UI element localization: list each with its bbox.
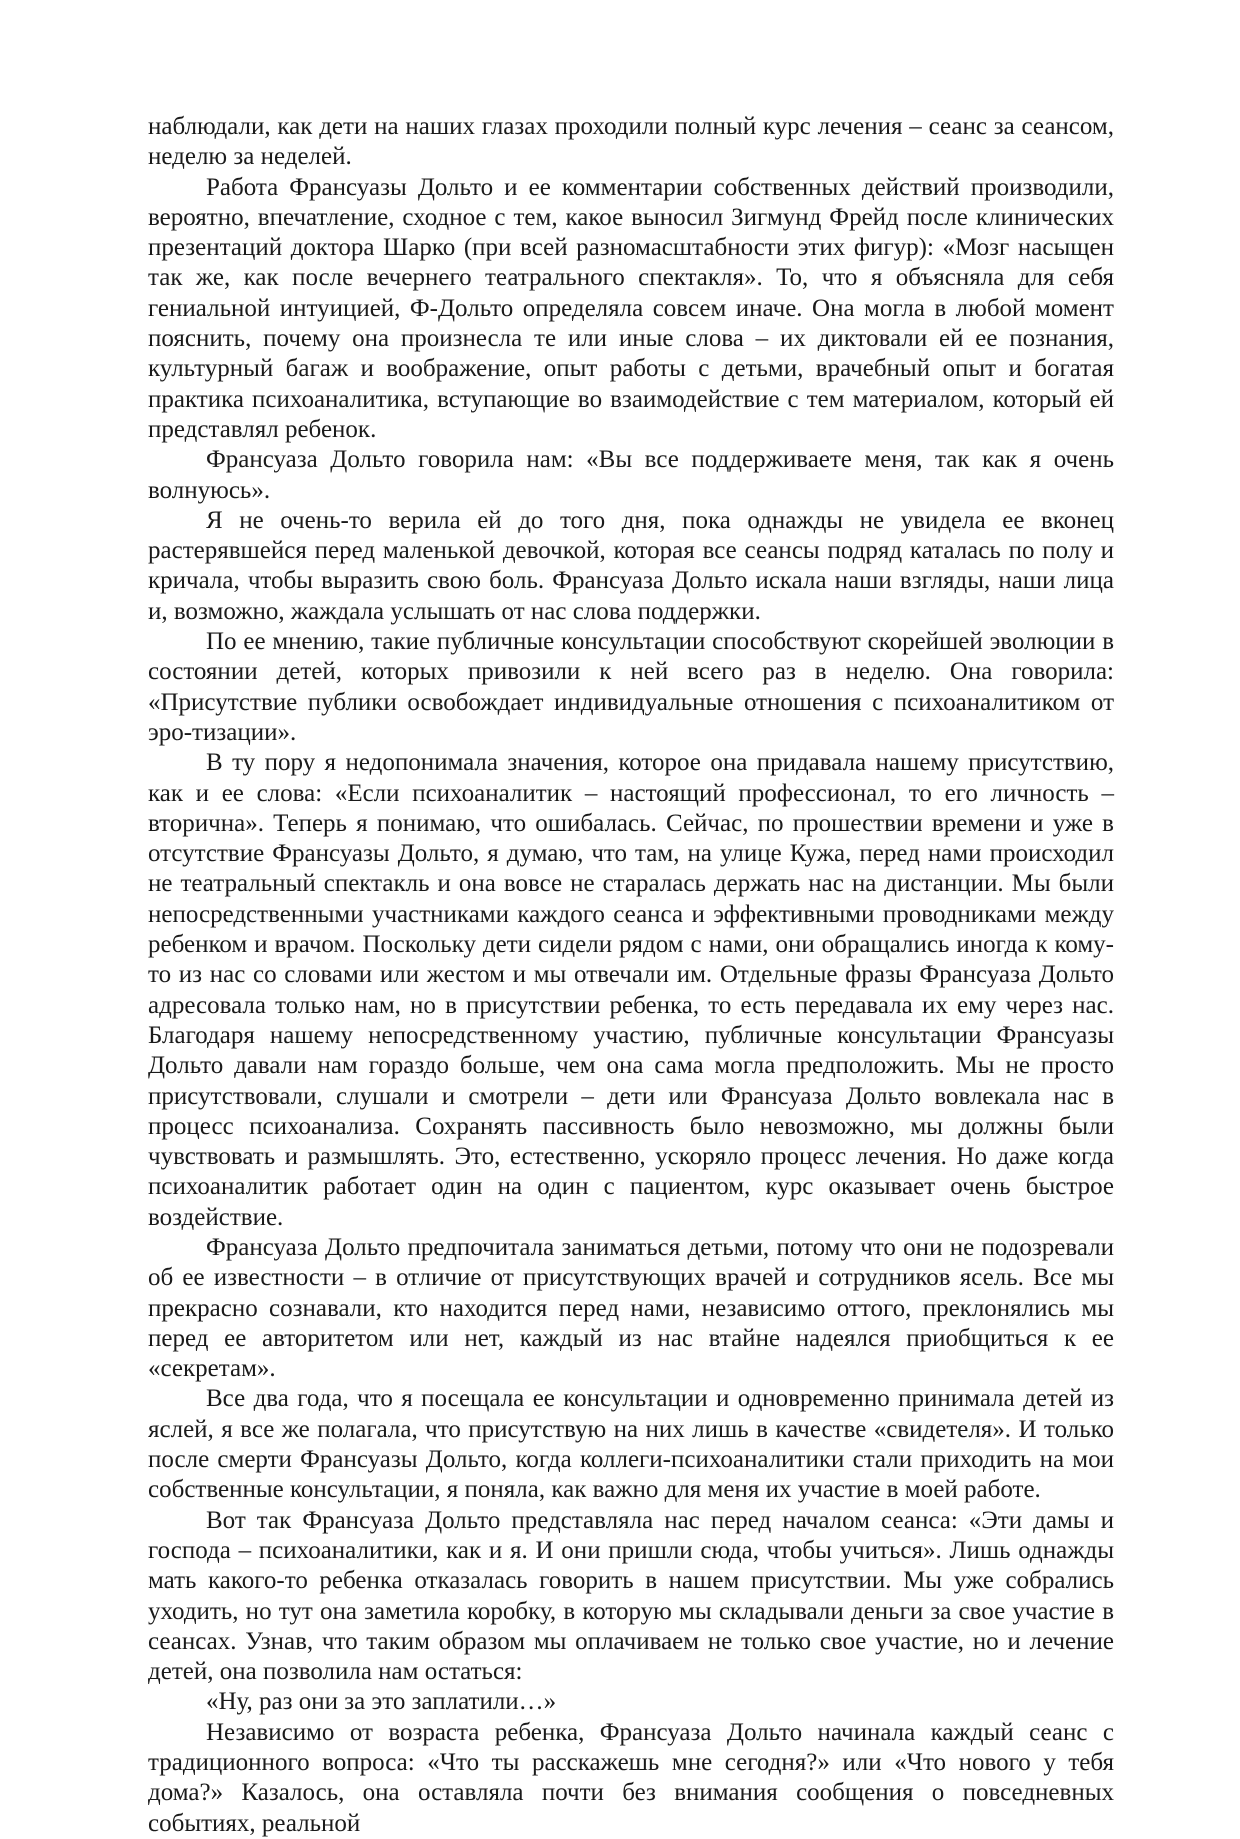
- paragraph: Независимо от возраста ребенка, Франсуаза Дольто начинала каждый сеанс с традиционного вопроса: «Что ты расскажешь мне сегодня?» или «Что нового у тебя дома?» Казалось, она оставляла почти без внимания сообщения о повседневных событиях, реальной: [148, 1718, 1114, 1837]
- paragraph: Франсуаза Дольто говорила нам: «Вы все поддерживаете меня, так как я очень волнуюсь».: [148, 446, 1114, 504]
- paragraph: Вот так Франсуаза Дольто представляла нас перед началом сеанса: «Эти дамы и господа – психоаналитики, как и я. И они пришли сюда, чтобы учиться». Лишь однажды мать какого-то ребенка отказалась говорить в нашем присутствии. Мы уже собрались уходить, но тут она заметила коробку, в которую мы складывали деньги за свое участие в сеансах. Узнав, что таким образом мы оплачиваем не только свое участие, но и лечение детей, она позволила нам остаться:: [148, 1506, 1114, 1686]
- paragraph: В ту пору я недопонимала значения, которое она придавала нашему присутствию, как и ее слова: «Если психоаналитик – настоящий профессионал, то его личность – вторична». Теперь я понимаю, что ошибалась. Сейчас, по прошествии времени и уже в отсутствие Франсуазы Дольто, я думаю, что там, на улице Кужа, перед нами происходил не театральный спектакль и она вовсе не старалась держать нас на дистанции. Мы были непосредственными участниками каждого сеанса и эффективными проводниками между ребенком и врачом. Поскольку дети сидели рядом с нами, они обращались иногда к кому-то из нас со словами или жестом и мы отвечали им. Отдельные фразы Франсуаза Дольто адресовала только нам, но в присутствии ребенка, то есть передавала их ему через нас. Благодаря нашему непосредственному участию, публичные консультации Франсуазы Дольто давали нам гораздо больше, чем она сама могла предположить. Мы не просто присутствовали, слушали и смотрели – дети или Франсуаза Дольто вовлекала нас в процесс психоанализа. Сохранять пассивность было невозможно, мы должны были чувствовать и размышлять. Это, естественно, ускоряло процесс лечения. Но даже когда психоаналитик работает один на один с пациентом, курс оказывает очень быстрое воздействие.: [148, 749, 1114, 1231]
- paragraph-quote: «Ну, раз они за это заплатили…»: [206, 1688, 557, 1716]
- paragraph: По ее мнению, такие публичные консультации способствуют скорейшей эволюции в состоянии детей, которых привозили к ней всего раз в неделю. Она говорила: «Присутствие публики освобождает индивидуальные отношения с психоаналитиком от эро-тизации».: [148, 628, 1114, 746]
- paragraph-continuation: наблюдали, как дети на наших глазах проходили полный курс лечения – сеанс за сеансом, неделю за неделей.: [148, 113, 1114, 171]
- paragraph: Я не очень-то верила ей до того дня, пока однажды не увидела ее вконец растерявшейся перед маленькой девочкой, которая все сеансы подряд каталась по полу и кричала, чтобы выразить свою боль. Франсуаза Дольто искала наши взгляды, наши лица и, возможно, жаждала услышать от нас слова поддержки.: [148, 506, 1114, 625]
- paragraph: Франсуаза Дольто предпочитала заниматься детьми, потому что они не подозревали об ее известности – в отличие от присутствующих врачей и сотрудников ясель. Все мы прекрасно сознавали, кто находится перед нами, независимо оттого, преклонялись мы перед ее авторитетом или нет, каждый из нас втайне надеялся приобщиться к ее «секретам».: [148, 1233, 1114, 1383]
- paragraph: Работа Франсуазы Дольто и ее комментарии собственных действий производили, вероятно, впечатление, сходное с тем, какое выносил Зигмунд Фрейд после клинических презентаций доктора Шарко (при всей разномасштабности этих фигур): «Мозг насыщен так же, как после вечернего театрального спектакля». То, что я объясняла для себя гениальной интуицией, Ф-Дольто определяла совсем иначе. Она могла в любой момент пояснить, почему она произнесла те или иные слова – их диктовали ей ее познания, культурный багаж и воображение, опыт работы с детьми, врачебный опыт и богатая практика психоаналитика, вступающие во взаимодействие с тем материалом, который ей представлял ребенок.: [148, 173, 1114, 443]
- document-page: [148, 112, 1114, 1839]
- paragraph: Все два года, что я посещала ее консультации и одновременно принимала детей из яслей, я все же полагала, что присутствую на них лишь в качестве «свидетеля». И только после смерти Франсуазы Дольто, когда коллеги-психоаналитики стали приходить на мои собственные консультации, я поняла, как важно для меня их участие в моей работе.: [148, 1385, 1114, 1504]
